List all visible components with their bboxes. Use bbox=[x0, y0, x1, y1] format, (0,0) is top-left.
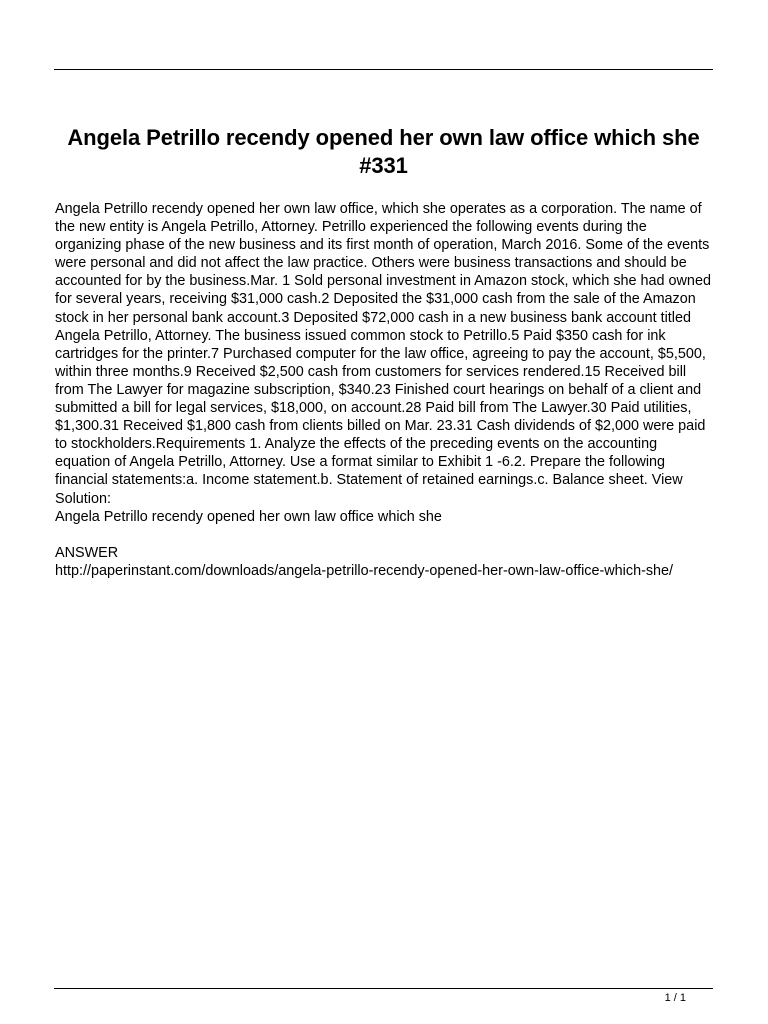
footer-divider bbox=[54, 988, 713, 989]
answer-link[interactable]: http://paperinstant.com/downloads/angela-petrillo-recendy-opened-her-own-law-office-which-she/ bbox=[55, 562, 674, 579]
answer-label: ANSWER bbox=[55, 544, 119, 561]
header-divider bbox=[54, 69, 713, 70]
paragraph-spacer bbox=[55, 526, 715, 544]
page-title: Angela Petrillo recendy opened her own law office which she #331 bbox=[67, 125, 700, 178]
page-indicator: 1 / 1 bbox=[664, 992, 686, 1004]
problem-text: Angela Petrillo recendy opened her own law office, which she operates as a corporation. The name of the new entity is Angela Petrillo, Attorney. Petrillo experienced the following events during the organizing phase of the new business and its first month of operation, March 2016. Some of the events were personal and did not affect the law practice. Others were business transactions and should be accounted for by the business.Mar. 1 Sold personal investment in Amazon stock, which she had owned for several years, receiving $31,000 cash.2 Deposited the $31,000 cash from the sale of the Amazon stock in her personal bank account.3 Deposited $72,000 cash in a new business bank account titled Angela Petrillo, Attorney. The business issued common stock to Petrillo.5 Paid $350 cash for ink cartridges for the printer.7 Purchased computer for the law office, agreeing to pay the account, $5,500, within three months.9 Received $2,500 cash from customers for services rendered.15 Received bill from The Lawyer for magazine subscription, $340.23 Finished court hearings on behalf of a client and submitted a bill for legal services, $18,000, on account.28 Paid bill from The Lawyer.30 Paid utilities, $1,300.31 Received $1,800 cash from clients billed on Mar. 23.31 Cash dividends of $2,000 were paid to stockholders.Requirements 1. Analyze the effects of the preceding events on the accounting equation of Angela Petrillo, Attorney. Use a format similar to Exhibit 1 -6.2. Prepare the following financial statements:a. Income statement.b. Statement of retained earnings.c. Balance sheet. View Solution: bbox=[55, 201, 711, 507]
summary-line: Angela Petrillo recendy opened her own law office which she bbox=[55, 508, 442, 525]
document-body bbox=[55, 200, 715, 580]
